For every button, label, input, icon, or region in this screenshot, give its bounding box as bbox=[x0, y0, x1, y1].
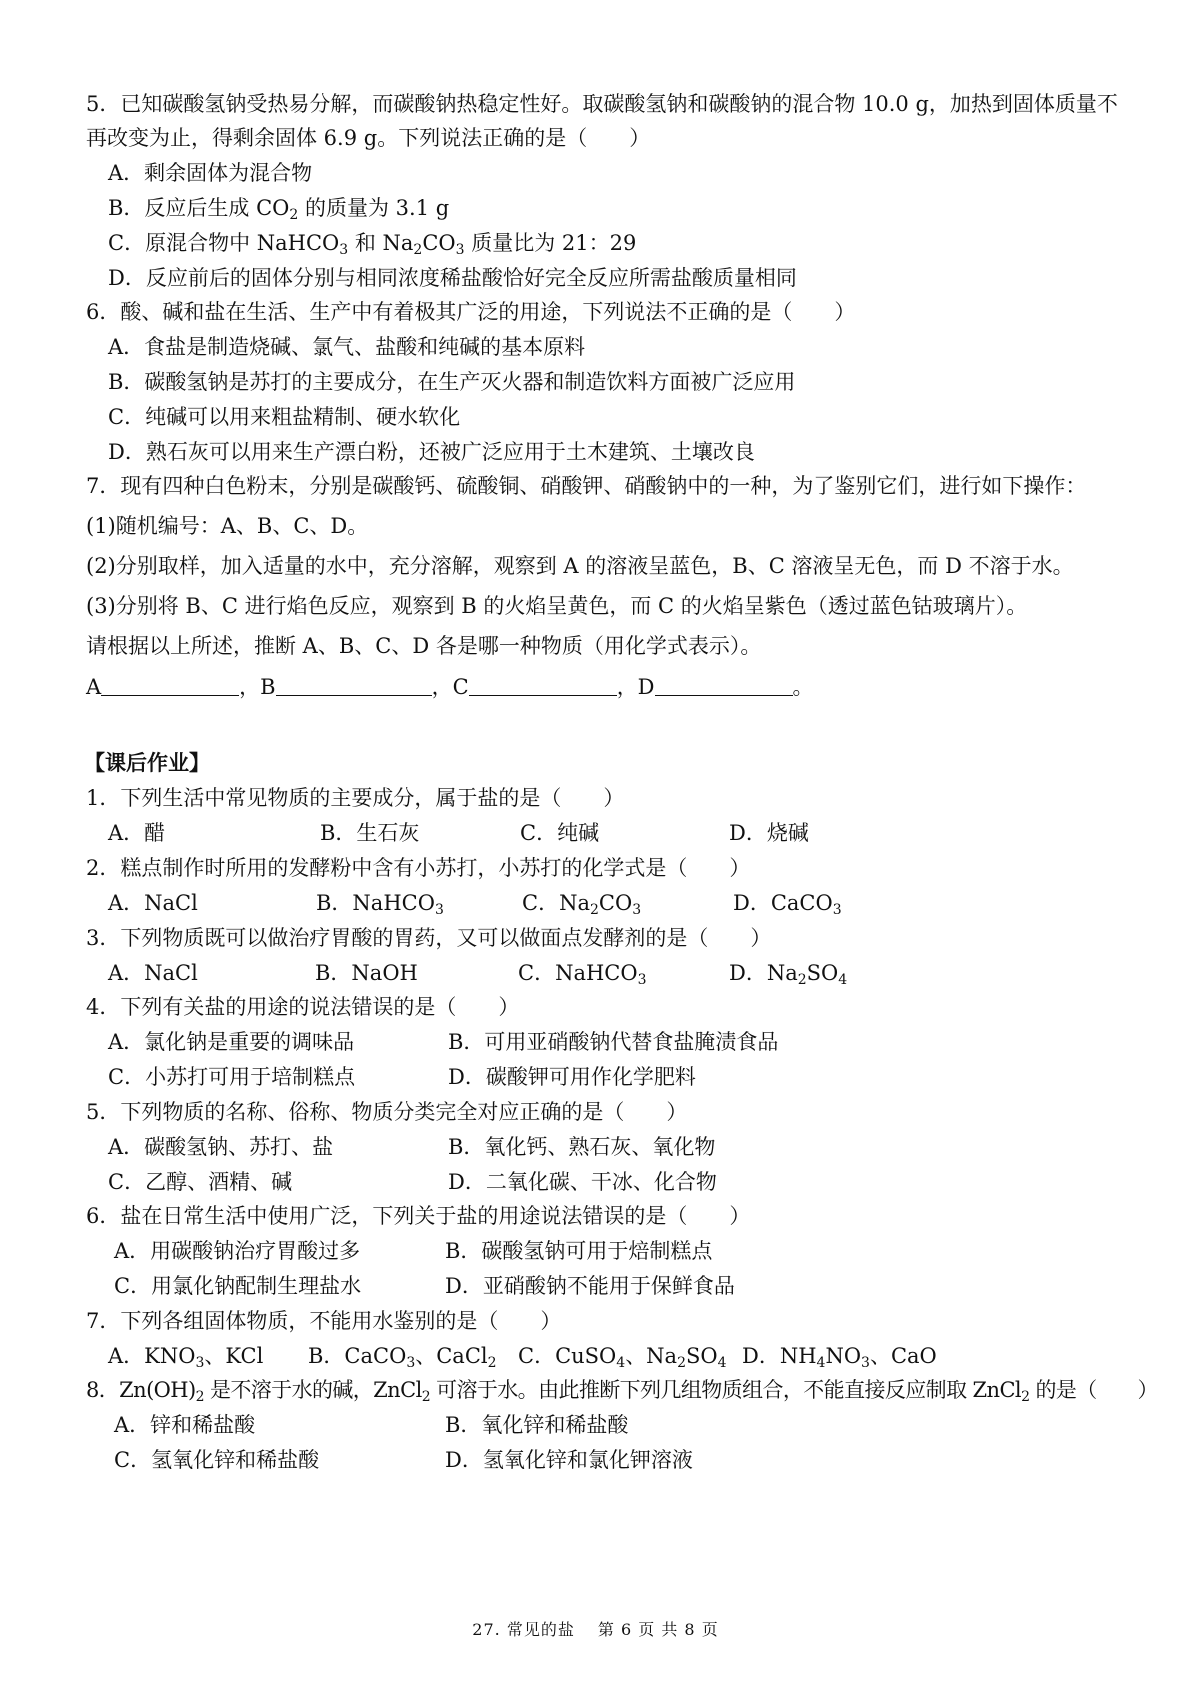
subscript: 4 bbox=[838, 972, 848, 988]
subscript: 2 bbox=[289, 207, 299, 223]
answer-label-a: A bbox=[86, 675, 102, 699]
hw-q1-option-b[interactable]: B．生石灰 bbox=[320, 821, 420, 845]
hw-q5-options-row2 bbox=[86, 1167, 1151, 1197]
hw-q5-option-a[interactable]: A．碳酸氢钠、苏打、盐 bbox=[108, 1135, 334, 1159]
hw-q7-option-b[interactable] bbox=[308, 1341, 497, 1371]
answer-blank-c[interactable] bbox=[469, 673, 617, 696]
subscript: 3 bbox=[637, 972, 647, 988]
hw-q6-option-a[interactable]: A．用碳酸钠治疗胃酸过多 bbox=[114, 1239, 361, 1263]
hw-q6-option-c[interactable]: C．用氯化钠配制生理盐水 bbox=[114, 1274, 362, 1298]
hw-q4-option-c[interactable]: C．小苏打可用于培制糕点 bbox=[108, 1065, 356, 1089]
hw-q8-stem bbox=[86, 1375, 1158, 1405]
subscript: 2 bbox=[797, 972, 807, 988]
q5-option-c-text-mid2: CO bbox=[422, 231, 456, 255]
q5-option-c-text-end: 质量比为 21：29 bbox=[464, 231, 637, 255]
subscript: 2 bbox=[421, 1389, 430, 1405]
subscript: 2 bbox=[677, 1355, 687, 1371]
hw-q6-options-row2 bbox=[86, 1271, 1151, 1301]
hw-q4-option-b[interactable]: B．可用亚硝酸钠代替食盐腌渍食品 bbox=[448, 1030, 779, 1054]
hw-q4-option-a[interactable]: A．氯化钠是重要的调味品 bbox=[108, 1030, 355, 1054]
answer-end-mark: 。 bbox=[792, 675, 814, 699]
hw-q2-option-a[interactable]: A．NaCl bbox=[108, 891, 198, 915]
hw-q7-option-a-text-end: 、KCl bbox=[204, 1344, 264, 1368]
subscript: 2 bbox=[195, 1389, 204, 1405]
hw-q8-options-row2 bbox=[86, 1445, 1151, 1475]
subscript: 4 bbox=[816, 1355, 826, 1371]
answer-blank-b[interactable] bbox=[276, 673, 432, 696]
hw-q3-option-c[interactable] bbox=[518, 958, 646, 988]
q6-option-b[interactable]: B．碳酸氢钠是苏打的主要成分，在生产灭火器和制造饮料方面被广泛应用 bbox=[108, 370, 796, 394]
hw-q2-option-c-text-mid: CO bbox=[598, 891, 633, 915]
hw-q5-stem: 5．下列物质的名称、俗称、物质分类完全对应正确的是（ ） bbox=[86, 1100, 688, 1124]
hw-q2-option-b-text: B．NaHCO bbox=[316, 891, 435, 915]
hw-q7-option-d-text-mid: NO bbox=[825, 1344, 862, 1368]
hw-q3-option-b[interactable]: B．NaOH bbox=[315, 961, 418, 985]
hw-q6-stem: 6．盐在日常生活中使用广泛，下列关于盐的用途说法错误的是（ ） bbox=[86, 1204, 751, 1228]
hw-q7-option-b-text-mid: 、CaCl bbox=[415, 1344, 488, 1368]
q5-option-b-text-end: 的质量为 3.1 g bbox=[298, 196, 450, 220]
subscript: 2 bbox=[589, 902, 599, 918]
hw-q8-stem-text-mid: 是不溶于水的碱，ZnCl bbox=[203, 1378, 422, 1402]
hw-q2-option-c-text: C．Na bbox=[522, 891, 590, 915]
q5-option-a[interactable]: A．剩余固体为混合物 bbox=[108, 161, 313, 185]
q5-option-d[interactable]: D．反应前后的固体分别与相同浓度稀盐酸恰好完全反应所需盐酸质量相同 bbox=[108, 266, 797, 290]
hw-q8-option-b[interactable]: B．氧化锌和稀盐酸 bbox=[445, 1413, 629, 1437]
hw-q2-option-b[interactable] bbox=[316, 888, 444, 918]
hw-q5-option-d[interactable]: D．二氧化碳、干冰、化合物 bbox=[448, 1170, 717, 1194]
hw-q7-option-d-text-end: 、CaO bbox=[869, 1344, 937, 1368]
answer-label-b: ，B bbox=[239, 675, 276, 699]
subscript: 3 bbox=[832, 902, 842, 918]
subscript: 2 bbox=[1021, 1389, 1030, 1405]
subscript: 4 bbox=[717, 1355, 727, 1371]
hw-q3-option-d-text-mid: SO bbox=[806, 961, 839, 985]
q5-option-c[interactable] bbox=[108, 228, 1151, 258]
q6-stem: 6．酸、碱和盐在生活、生产中有着极其广泛的用途，下列说法不正确的是（ ） bbox=[86, 300, 856, 324]
hw-q3-option-d[interactable] bbox=[729, 958, 847, 988]
hw-q3-option-c-text: C．NaHCO bbox=[518, 961, 638, 985]
hw-q2-option-d-text: D．CaCO bbox=[733, 891, 833, 915]
hw-q8-stem-text-end: 的是（ ） bbox=[1029, 1378, 1158, 1402]
subscript: 3 bbox=[406, 1355, 416, 1371]
answer-label-d: ，D bbox=[616, 675, 655, 699]
hw-q2-options bbox=[86, 888, 1151, 918]
q5-stem-line1: 5．已知碳酸氢钠受热易分解，而碳酸钠热稳定性好。取碳酸氢钠和碳酸钠的混合物 10.0 g，加热到固体质量不 bbox=[86, 92, 1118, 116]
hw-q5-options-row1 bbox=[86, 1132, 1151, 1162]
hw-q4-options-row1 bbox=[86, 1027, 1151, 1057]
hw-q8-stem-text: 8．Zn(OH) bbox=[86, 1378, 196, 1402]
page-footer: 27. 常见的盐 第 6 页 共 8 页 bbox=[472, 1620, 719, 1639]
subscript: 3 bbox=[861, 1355, 870, 1371]
hw-q4-options-row2 bbox=[86, 1062, 1151, 1092]
hw-q8-stem-text-mid2: 可溶于水。由此推断下列几组物质组合，不能直接反应制取 ZnCl bbox=[430, 1378, 1022, 1402]
hw-q8-option-d[interactable]: D．氢氧化锌和氯化钾溶液 bbox=[445, 1448, 693, 1472]
q7-step-3: (3)分别将 B、C 进行焰色反应，观察到 B 的火焰呈黄色，而 C 的火焰呈紫色（透过蓝色钴玻璃片）。 bbox=[86, 594, 1028, 618]
subscript: 3 bbox=[632, 902, 642, 918]
q7-stem: 7．现有四种白色粉末，分别是碳酸钙、硫酸铜、硝酸钾、硝酸钠中的一种，为了鉴别它们，进行如下操作： bbox=[86, 474, 1087, 498]
subscript: 2 bbox=[487, 1355, 497, 1371]
hw-q6-option-d[interactable]: D．亚硝酸钠不能用于保鲜食品 bbox=[445, 1274, 735, 1298]
hw-q8-options-row1 bbox=[86, 1410, 1151, 1440]
hw-q7-options bbox=[86, 1341, 1151, 1371]
q7-answer-line bbox=[86, 672, 1151, 702]
hw-q7-option-b-text: B．CaCO bbox=[308, 1344, 407, 1368]
hw-q5-option-b[interactable]: B．氧化钙、熟石灰、氧化物 bbox=[448, 1135, 716, 1159]
subscript: 3 bbox=[455, 242, 465, 258]
subscript: 2 bbox=[413, 242, 423, 258]
homework-title: 【课后作业】 bbox=[84, 751, 210, 775]
q6-option-d[interactable]: D．熟石灰可以用来生产漂白粉，还被广泛应用于土木建筑、土壤改良 bbox=[108, 440, 755, 464]
hw-q7-option-d[interactable] bbox=[742, 1341, 937, 1371]
q7-step-2: (2)分别取样，加入适量的水中，充分溶解，观察到 A 的溶液呈蓝色，B、C 溶液呈无色，而 D 不溶于水。 bbox=[86, 554, 1074, 578]
q5-option-c-text: C．原混合物中 NaHCO bbox=[108, 231, 340, 255]
hw-q3-option-d-text: D．Na bbox=[729, 961, 798, 985]
hw-q7-option-a-text: A．KNO bbox=[108, 1344, 196, 1368]
subscript: 3 bbox=[195, 1355, 205, 1371]
hw-q1-stem: 1．下列生活中常见物质的主要成分，属于盐的是（ ） bbox=[86, 786, 625, 810]
hw-q8-option-c[interactable]: C．氢氧化锌和稀盐酸 bbox=[114, 1448, 320, 1472]
hw-q7-option-c-text: C．CuSO bbox=[518, 1344, 617, 1368]
hw-q7-option-a[interactable] bbox=[108, 1341, 263, 1371]
hw-q1-option-a[interactable]: A．醋 bbox=[108, 821, 166, 845]
q6-option-a[interactable]: A．食盐是制造烧碱、氯气、盐酸和纯碱的基本原料 bbox=[108, 335, 586, 359]
hw-q3-options bbox=[86, 958, 1151, 988]
q6-option-c[interactable]: C．纯碱可以用来粗盐精制、硬水软化 bbox=[108, 405, 461, 429]
q5-option-b[interactable] bbox=[108, 193, 1151, 223]
hw-q3-stem: 3．下列物质既可以做治疗胃酸的胃药，又可以做面点发酵剂的是（ ） bbox=[86, 926, 772, 950]
subscript: 3 bbox=[434, 902, 444, 918]
hw-q7-option-d-text: D．NH bbox=[742, 1344, 817, 1368]
hw-q6-option-b[interactable]: B．碳酸氢钠可用于焙制糕点 bbox=[445, 1239, 713, 1263]
subscript: 3 bbox=[339, 242, 349, 258]
answer-blank-a[interactable] bbox=[101, 673, 239, 696]
hw-q2-option-c[interactable] bbox=[522, 888, 641, 918]
hw-q2-stem: 2．糕点制作时所用的发酵粉中含有小苏打，小苏打的化学式是（ ） bbox=[86, 856, 751, 880]
subscript: 4 bbox=[616, 1355, 626, 1371]
hw-q1-option-d[interactable]: D．烧碱 bbox=[729, 821, 809, 845]
q7-step-1: (1)随机编号：A、B、C、D。 bbox=[86, 514, 369, 538]
hw-q5-option-c[interactable]: C．乙醇、酒精、碱 bbox=[108, 1170, 293, 1194]
hw-q1-options bbox=[86, 818, 1151, 848]
q5-stem-line2: 再改变为止，得剩余固体 6.9 g。下列说法正确的是（ ） bbox=[86, 126, 651, 150]
hw-q3-option-a[interactable]: A．NaCl bbox=[108, 961, 198, 985]
q7-instruction: 请根据以上所述，推断 A、B、C、D 各是哪一种物质（用化学式表示）。 bbox=[86, 634, 762, 658]
hw-q1-option-c[interactable]: C．纯碱 bbox=[520, 821, 600, 845]
answer-label-c: ，C bbox=[431, 675, 469, 699]
hw-q2-option-d[interactable] bbox=[733, 888, 842, 918]
hw-q6-options-row1 bbox=[86, 1236, 1151, 1266]
answer-blank-d[interactable] bbox=[655, 673, 793, 696]
q5-option-c-text-mid: 和 Na bbox=[348, 231, 414, 255]
hw-q7-stem: 7．下列各组固体物质，不能用水鉴别的是（ ） bbox=[86, 1309, 562, 1333]
hw-q7-option-c[interactable] bbox=[518, 1341, 727, 1371]
q5-option-b-text: B．反应后生成 CO bbox=[108, 196, 290, 220]
hw-q4-stem: 4．下列有关盐的用途的说法错误的是（ ） bbox=[86, 995, 520, 1019]
hw-q8-option-a[interactable]: A．锌和稀盐酸 bbox=[114, 1413, 256, 1437]
hw-q4-option-d[interactable]: D．碳酸钾可用作化学肥料 bbox=[448, 1065, 696, 1089]
hw-q7-option-c-text-mid2: SO bbox=[686, 1344, 718, 1368]
hw-q7-option-c-text-mid: 、Na bbox=[625, 1344, 678, 1368]
